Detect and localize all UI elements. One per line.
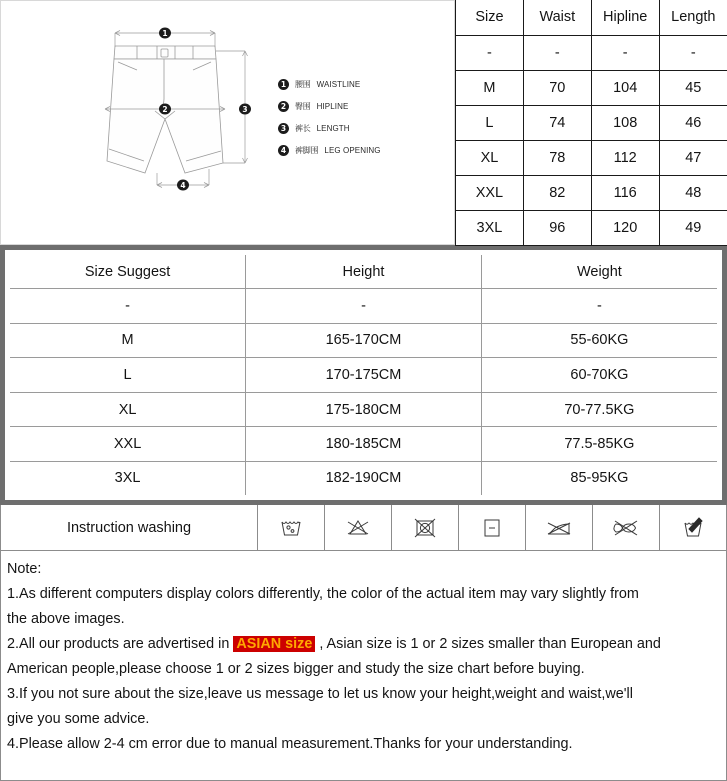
shorts-diagram-panel (0, 0, 455, 245)
wash-cell-dry-flat (459, 505, 526, 550)
col-header-hipline: Hipline (591, 0, 659, 35)
legend-label-cn-hipline: 臀围 (295, 101, 311, 111)
wash-cell-do-not-wring (593, 505, 660, 550)
cell-hipline: 116 (591, 175, 659, 210)
col-header-size: Size (456, 0, 524, 35)
cell-waist: 82 (523, 175, 591, 210)
table-row (10, 289, 717, 324)
legend-item-waistline (278, 73, 448, 95)
cell-size: L (10, 358, 246, 393)
note-4: 4.Please allow 2-4 cm error due to manual measurement.Thanks for your understanding. (7, 736, 573, 752)
cell-size: XL (456, 140, 524, 175)
measurement-legend (278, 73, 448, 161)
do-not-wring-icon (610, 515, 642, 541)
cell-height: 175-180CM (246, 392, 482, 427)
table-row (10, 427, 717, 462)
cell-weight: 85-95KG (481, 461, 717, 495)
cell-hipline: 120 (591, 210, 659, 245)
cell-size: XXL (456, 175, 524, 210)
cell-waist: 70 (523, 70, 591, 105)
note-2-prefix: 2.All our products are advertised in (7, 636, 234, 652)
table-row (456, 210, 727, 245)
legend-item-length (278, 117, 448, 139)
washing-instructions-label: Instruction washing (1, 505, 258, 550)
wash-cell-do-not-iron (526, 505, 593, 550)
note-2-line-2: American people,please choose 1 or 2 sizes bigger and study the size chart before buying. (7, 661, 585, 677)
cell-weight: 55-60KG (481, 323, 717, 358)
cell-size: XXL (10, 427, 246, 462)
legend-label-cn-waistline: 腰围 (295, 79, 311, 89)
cell-height: 182-190CM (246, 461, 482, 495)
asian-size-highlight: ASIAN size (233, 636, 315, 652)
table-row (456, 70, 727, 105)
do-not-iron-icon (544, 515, 574, 541)
machine-wash-icon (278, 515, 304, 541)
legend-label-cn-length: 裤长 (295, 123, 311, 133)
size-suggest-panel (0, 245, 727, 505)
table-row (10, 358, 717, 393)
cell-waist: 96 (523, 210, 591, 245)
cell-length: 47 (659, 140, 727, 175)
cell-weight: - (481, 289, 717, 324)
table-row (10, 392, 717, 427)
cell-length: 45 (659, 70, 727, 105)
cell-waist: - (523, 35, 591, 70)
cell-hipline: 108 (591, 105, 659, 140)
note-3-line-2: give you some advice. (7, 711, 150, 727)
cell-hipline: 112 (591, 140, 659, 175)
legend-bullet-4: 4 (278, 145, 289, 156)
wash-cell-do-not-bleach (325, 505, 392, 550)
col-header-height: Height (246, 255, 482, 289)
note-2-suffix: , Asian size is 1 or 2 sizes smaller than European and (315, 636, 661, 652)
table-row (456, 140, 727, 175)
cell-length: 46 (659, 105, 727, 140)
cell-length: 49 (659, 210, 727, 245)
legend-label-en-waistline: WAISTLINE (316, 79, 361, 89)
cell-size: 3XL (456, 210, 524, 245)
legend-bullet-3: 3 (278, 123, 289, 134)
wash-cell-do-not-tumble-dry (392, 505, 459, 550)
note-1-line-2: the above images. (7, 611, 125, 627)
cell-size: L (456, 105, 524, 140)
cell-length: - (659, 35, 727, 70)
legend-label-en-hipline: HIPLINE (316, 101, 349, 111)
size-measurement-table (455, 0, 727, 246)
cell-size: M (10, 323, 246, 358)
cell-size: M (456, 70, 524, 105)
cell-weight: 70-77.5KG (481, 392, 717, 427)
cell-weight: 60-70KG (481, 358, 717, 393)
cell-height: 165-170CM (246, 323, 482, 358)
do-not-bleach-icon (344, 515, 372, 541)
cell-hipline: - (591, 35, 659, 70)
cell-size: - (456, 35, 524, 70)
table-header-row (10, 255, 717, 289)
cell-weight: 77.5-85KG (481, 427, 717, 462)
legend-item-leg-opening (278, 139, 448, 161)
dry-flat-icon (479, 515, 505, 541)
col-header-length: Length (659, 0, 727, 35)
cell-height: 170-175CM (246, 358, 482, 393)
top-section (0, 0, 727, 245)
table-row (456, 35, 727, 70)
table-row (10, 461, 717, 495)
table-row (10, 323, 717, 358)
note-1-line-1: 1.As different computers display colors differently, the color of the actual item may vary slightly from (7, 586, 639, 602)
cell-size: - (10, 289, 246, 324)
shorts-diagram-icon (97, 21, 277, 211)
col-header-weight: Weight (481, 255, 717, 289)
cell-height: 180-185CM (246, 427, 482, 462)
col-header-size-suggest: Size Suggest (10, 255, 246, 289)
notes-heading: Note: (7, 561, 42, 577)
cell-waist: 78 (523, 140, 591, 175)
legend-item-hipline (278, 95, 448, 117)
do-not-dry-clean-icon (680, 515, 706, 541)
table-row (456, 105, 727, 140)
legend-bullet-2: 2 (278, 101, 289, 112)
cell-size: 3XL (10, 461, 246, 495)
legend-label-en-length: LENGTH (316, 123, 350, 133)
table-row (456, 175, 727, 210)
cell-length: 48 (659, 175, 727, 210)
cell-size: XL (10, 392, 246, 427)
svg-text:2: 2 (162, 105, 168, 114)
svg-text:1: 1 (162, 29, 168, 38)
table-header-row (456, 0, 727, 35)
wash-cell-machine-wash (258, 505, 325, 550)
legend-label-en-leg-opening: LEG OPENING (324, 145, 381, 155)
svg-text:3: 3 (242, 105, 248, 114)
note-2-line-1 (7, 632, 720, 657)
svg-text:4: 4 (180, 181, 186, 190)
washing-icons-group (258, 505, 726, 550)
legend-bullet-1: 1 (278, 79, 289, 90)
legend-label-cn-leg-opening: 裤脚围 (295, 145, 319, 155)
washing-instructions-row (0, 505, 727, 551)
cell-waist: 74 (523, 105, 591, 140)
cell-height: - (246, 289, 482, 324)
col-header-waist: Waist (523, 0, 591, 35)
wash-cell-do-not-dry-clean (660, 505, 726, 550)
do-not-tumble-dry-icon (412, 515, 438, 541)
notes-panel (0, 551, 727, 781)
note-3-line-1: 3.If you not sure about the size,leave us message to let us know your height,weight and waist,we'll (7, 686, 633, 702)
size-suggest-table (10, 255, 717, 495)
cell-hipline: 104 (591, 70, 659, 105)
